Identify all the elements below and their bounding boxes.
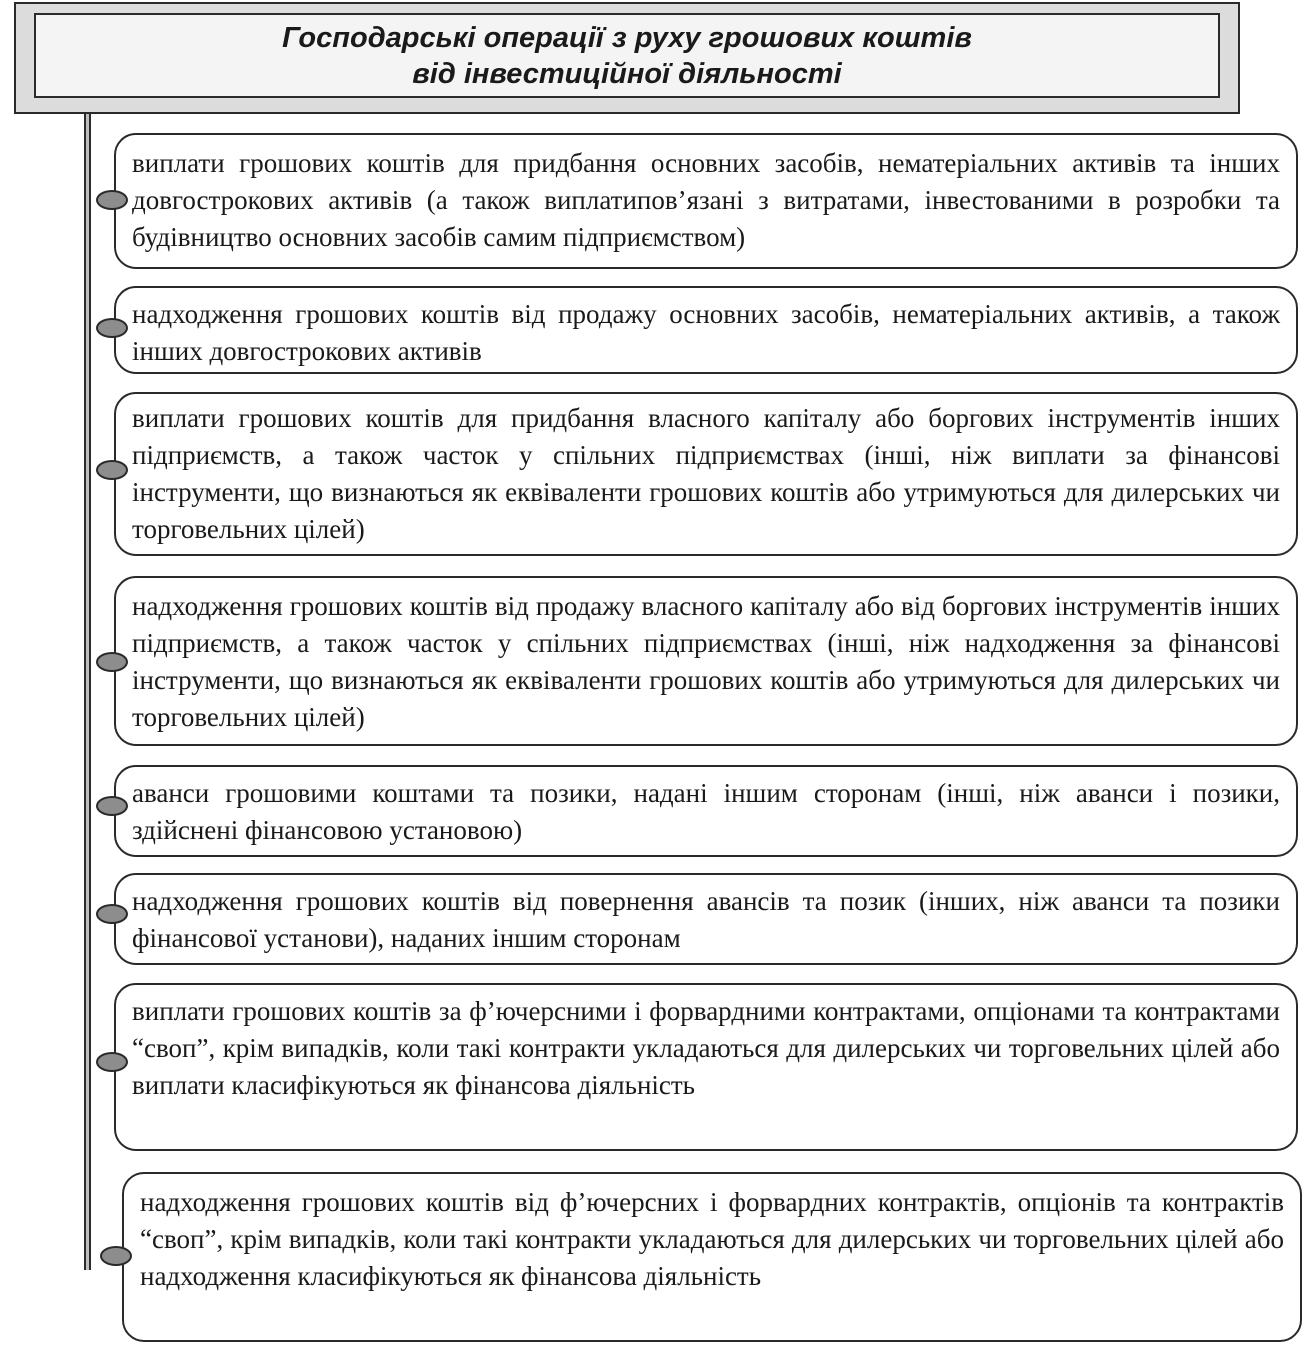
bullet-8 [100,1246,132,1266]
item-box-7 [114,983,1298,1151]
item-box-3 [114,392,1298,556]
item-box-1 [114,133,1298,269]
item-text-2: надходження грошових коштів від продажу основних засобів, нематеріальних активів, а також інших довгострокових активів [132,299,1280,366]
bullet-5 [96,796,128,816]
item-text-7: виплати грошових коштів за ф’ючерсними і форвардними контрактами, опціонами та контрактами “своп”, крім випадків, коли такі контракти укладаються для дилерських чи торговельних цілей або виплати класифікуються як фінансова діяльність [132,996,1280,1100]
bullet-6 [96,904,128,924]
item-box-8 [122,1172,1302,1342]
item-box-5 [114,765,1298,857]
item-text-1: виплати грошових коштів для придбання основних засобів, нематеріальних активів та інших довгострокових активів (а також виплатипов’язані з витратами, інвестованими в розробки та будівництво основних засобів самим підприємством) [132,148,1280,252]
bullet-3 [96,460,128,480]
item-box-4 [114,576,1298,746]
title-line-1: Господарські операції з руху грошових коштів [282,21,972,54]
item-text-5: аванси грошовими коштами та позики, надані іншим сторонам (інші, ніж аванси і позики, здійснені фінансовою установою) [132,778,1280,845]
item-box-6 [114,873,1298,965]
bullet-7 [96,1052,128,1072]
bullet-2 [96,318,128,338]
item-text-8: надходження грошових коштів від ф’ючерсних і форвардних контрактів, опціонів та контрактів “своп”, крім випадків, коли такі контракти укладаються для дилерських чи торговельних цілей або надходження класифікуються як фінансова діяльність [140,1187,1284,1291]
item-text-6: надходження грошових коштів від повернення авансів та позик (інших, ніж аванси та позики фінансової установи), наданих іншим сторонам [132,886,1280,953]
bullet-1 [96,190,128,210]
title-panel [34,13,1220,98]
connector-spine [84,114,91,1270]
item-box-2 [114,286,1298,374]
title-line-2: від інвестиційної діяльності [412,57,842,90]
bullet-4 [96,652,128,672]
item-text-3: виплати грошових коштів для придбання власного капіталу або боргових інструментів інших підприємств, а також часток у спільних підприємствах (інші, ніж виплати за фінансові інструменти, що визнаються як еквіваленти грошових коштів або утримуються для дилерських чи торговельних цілей) [132,403,1280,544]
item-text-4: надходження грошових коштів від продажу власного капіталу або від боргових інструментів інших підприємств, а також часток у спільних підприємствах (інші, ніж надходження за фінансові інструменти, що визнаються як еквіваленти грошових коштів або утримуються для дилерських чи торговельних цілей) [132,591,1280,732]
title-banner [14,2,1240,114]
